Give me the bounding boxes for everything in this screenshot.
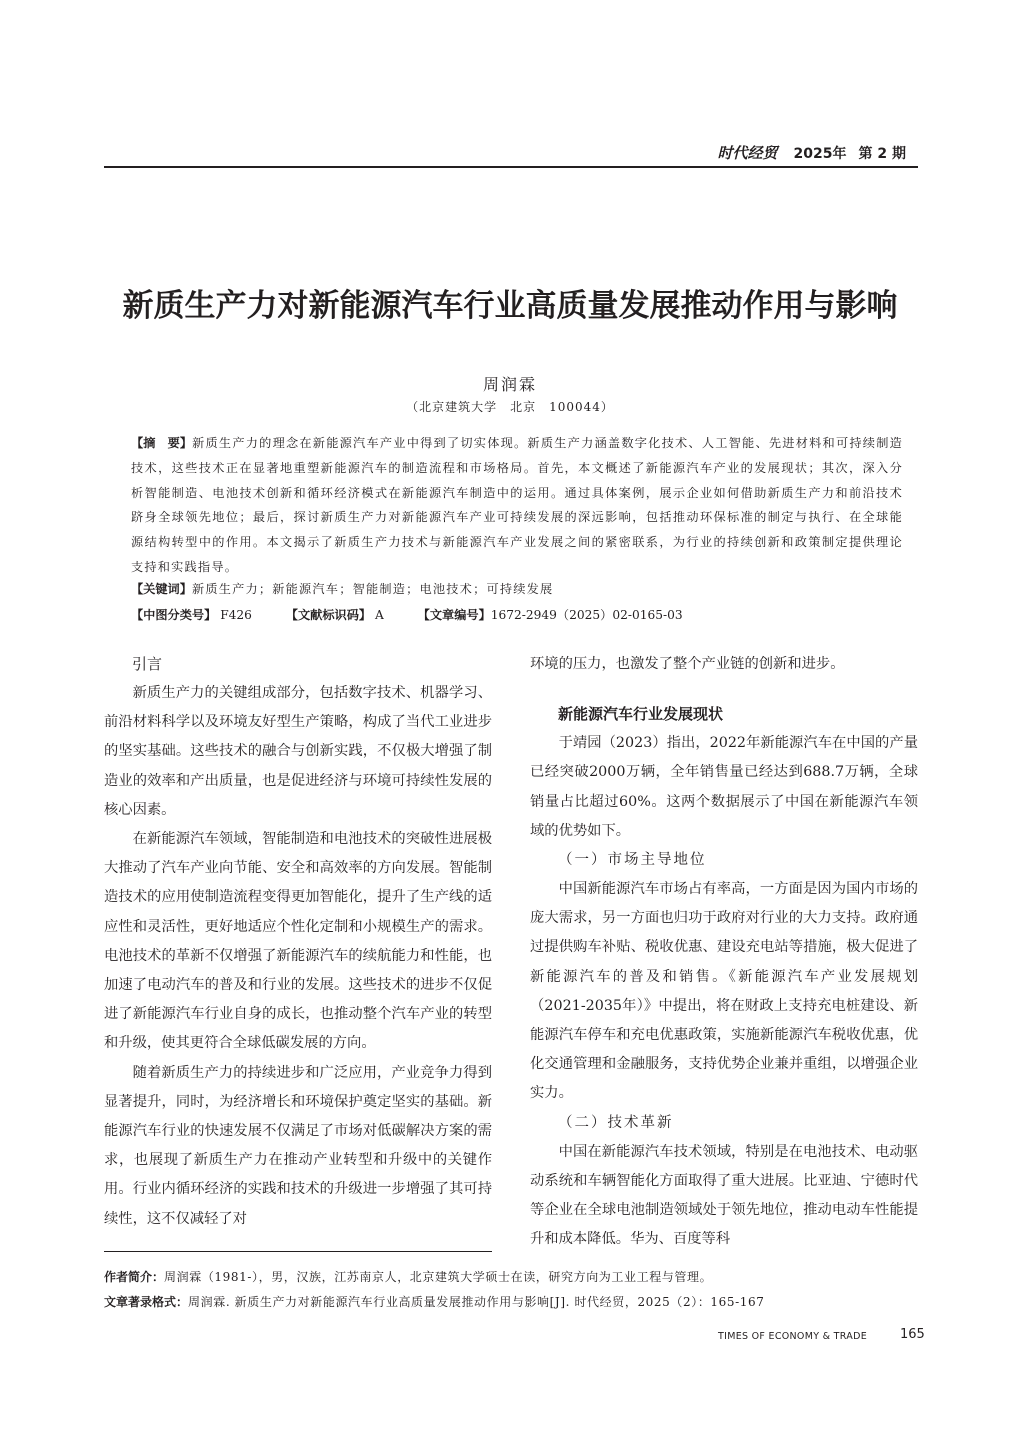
paragraph: 在新能源汽车领域，智能制造和电池技术的突破性进展极大推动了汽车产业向节能、安全和高效率的方向发展。智能制造技术的应用使制造流程变得更加智能化，提升了生产线的适应性和灵活性，更好地适应个性化定制和小规模生产的需求。电池技术的革新不仅增强了新能源汽车的续航能力和性能，也加速了电动汽车的普及和行业的发展。这些技术的进步不仅促进了新能源汽车行业自身的成长，也推动整个汽车产业的转型和升级，使其更符合全球低碳发展的方向。 <box>104 831 492 1052</box>
doc-code-value: A <box>374 608 384 622</box>
author-name: 周润霖 <box>482 375 537 394</box>
journal-name: 时代经贸 <box>717 144 778 162</box>
paragraph: 中国新能源汽车市场占有率高，一方面是因为国内市场的庞大需求，另一方面也归功于政府对行业的大力支持。政府通过提供购车补贴、税收优惠、建设充电站等措施，极大促进了新能源汽车的普及和销售。《新能源汽车产业发展规划（2021-2035年）》中提出，将在财政上支持充电桩建设、新能源汽车停车和充电优惠政策，实施新能源汽车税收优惠，优化交通管理和金融服务，支持优势企业兼并重组，以增强企业实力。 <box>530 881 918 1102</box>
keywords-text: 新质生产力；新能源汽车；智能制造；电池技术；可持续发展 <box>191 582 554 596</box>
journal-year: 2025年 <box>793 146 847 162</box>
keywords-label: 【关键词】 <box>131 582 192 596</box>
paragraph-continued: 环境的压力，也激发了整个产业链的创新和进步。 <box>530 656 845 672</box>
keywords <box>131 580 903 597</box>
right-column <box>530 650 918 1254</box>
author-bio-label: 作者简介： <box>104 1270 165 1284</box>
citation-text: 周润霖. 新质生产力对新能源汽车行业高质量发展推动作用与影响[J]. 时代经贸，2025（2）：165-167 <box>188 1295 765 1309</box>
subsection-heading: （一）市场主导地位 <box>558 852 707 869</box>
paragraph: 随着新质生产力的持续进步和广泛应用，产业竞争力得到显著提升，同时，为经济增长和环境保护奠定坚实的基础。新能源汽车行业的快速发展不仅满足了市场对低碳解决方案的需求，也展现了新质生产力在推动产业转型和升级中的关键作用。行业内循环经济的实践和技术的升级进一步增强了其可持续性，这不仅减轻了对 <box>104 1064 492 1227</box>
doc-code-label: 【文献标识码】 <box>285 608 372 622</box>
abstract-text: 新质生产力的理念在新能源汽车产业中得到了切实体现。新质生产力涵盖数字化技术、人工智能、先进材料和可持续制造技术，这些技术正在显著地重塑新能源汽车的制造流程和市场格局。首先，本文概述了新能源汽车产业的发展现状；其次，深入分析智能制造、电池技术创新和循环经济模式在新能源汽车制造中的运用。通过具体案例，展示企业如何借助新质生产力和前沿技术跻身全球领先地位；最后，探讨新质生产力对新能源汽车产业可持续发展的深远影响，包括推动环保标准的制定与执行、在全球能源结构转型中的作用。本文揭示了新质生产力技术与新能源汽车产业发展之间的紧密联系，为行业的持续创新和政策制定提供理论支持和实践指导。 <box>131 436 903 574</box>
journal-header <box>104 140 918 168</box>
subsection-heading: （二）技术革新 <box>558 1114 674 1131</box>
article-number-label: 【文章编号】 <box>417 608 491 622</box>
abstract <box>131 431 903 580</box>
paragraph: 中国在新能源汽车技术领域，特别是在电池技术、电动驱动系统和车辆智能化方面取得了重大进展。比亚迪、宁德时代等企业在全球电池制造领域处于领先地位，推动电动车性能提升和成本降低。华为、百度等科 <box>530 1143 918 1248</box>
footnote-divider <box>104 1251 492 1252</box>
author-affiliation: （北京建筑大学 北京 100044） <box>406 400 614 414</box>
intro-heading: 引言 <box>132 655 163 673</box>
footer-journal: TIMES OF ECONOMY & TRADE <box>718 1331 867 1342</box>
paragraph: 于靖园（2023）指出，2022年新能源汽车在中国的产量已经突破2000万辆，全年销售量已经达到688.7万辆，全球销量占比超过60%。这两个数据展示了中国在新能源汽车领域的优势如下。 <box>530 735 918 839</box>
citation-label: 文章著录格式： <box>104 1295 189 1309</box>
journal-issue: 第 2 期 <box>858 146 906 162</box>
citation-format <box>104 1293 934 1310</box>
classification-line <box>131 606 903 623</box>
paragraph: 新质生产力的关键组成部分，包括数字技术、机器学习、前沿材料科学以及环境友好型生产策略，构成了当代工业进步的坚实基础。这些技术的融合与创新实践，不仅极大增强了制造业的效率和产出质量，也是促进经济与环境可持续性发展的核心因素。 <box>104 685 492 818</box>
author-bio-text: 周润霖（1981-），男，汉族，江苏南京人，北京建筑大学硕士在读，研究方向为工业工程与管理。 <box>164 1270 713 1284</box>
header-info <box>718 142 906 163</box>
author-bio <box>104 1268 934 1285</box>
clc-value: F426 <box>220 608 252 622</box>
left-column <box>104 650 492 1234</box>
clc-label: 【中图分类号】 <box>131 608 217 622</box>
article-title: 新质生产力对新能源汽车行业高质量发展推动作用与影响 <box>122 288 898 324</box>
abstract-label: 【摘 要】 <box>131 436 193 450</box>
article-number-value: 1672-2949（2025）02-0165-03 <box>490 608 683 622</box>
section-heading: 新能源汽车行业发展现状 <box>558 705 724 724</box>
page-number: 165 <box>900 1327 925 1342</box>
